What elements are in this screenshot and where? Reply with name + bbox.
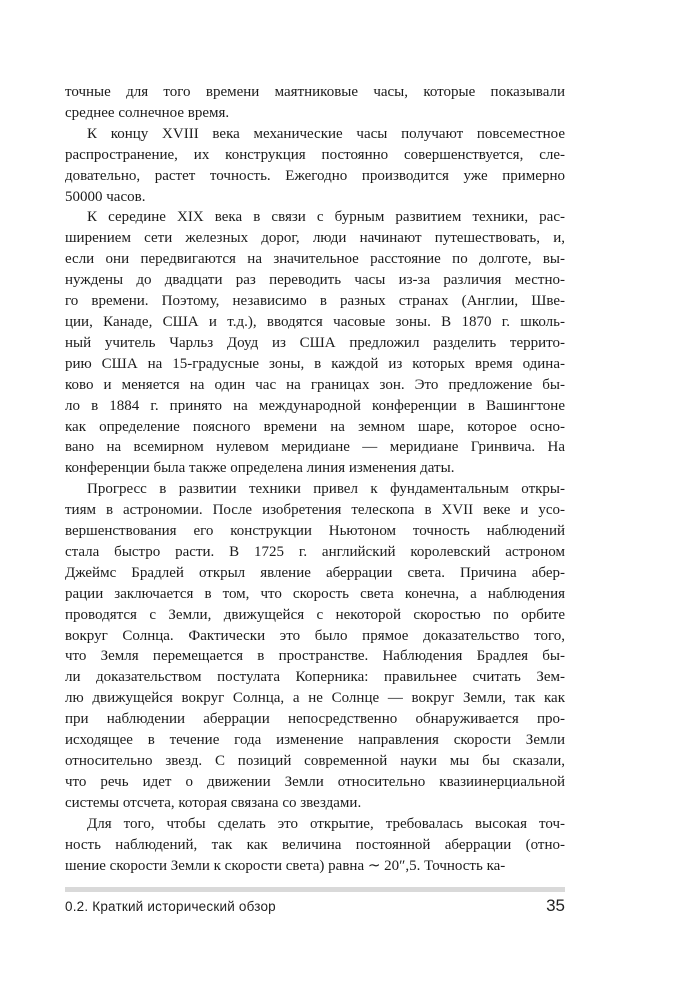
body-text (65, 82, 565, 876)
text-line: среднее солнечное время. (65, 104, 230, 121)
text-line: если они передвигаются на значительное расстояние по долготе, вы- (65, 251, 565, 268)
text-line: Для того, чтобы сделать это открытие, требовалась высокая точ- (87, 815, 565, 832)
text-line: относительно звезд. С позиций современной науки мы бы сказали, (65, 753, 565, 769)
text-line: точные для того времени маятниковые часы, которые показывали (65, 84, 565, 100)
text-line: что Земля перемещается в пространстве. Наблюдения Брадлея бы- (65, 648, 565, 665)
text-line: довательно, растет точность. Ежегодно производится уже примерно (65, 167, 565, 184)
text-line: ный учитель Чарльз Доуд из США предложил разделить террито- (65, 334, 565, 351)
text-line: конференции была также определена линия изменения даты. (65, 460, 455, 477)
text-line: тиям в астрономии. После изобретения телескопа в XVII веке и усо- (65, 502, 565, 519)
text-line: ло в 1884 г. принято на международной конференции в Вашингтоне (65, 397, 565, 414)
text-line: Прогресс в развитии техники привел к фундаментальным откры- (87, 481, 565, 498)
text-line: стала быстро расти. В 1725 г. английский королевский астроном (65, 543, 565, 560)
text-line: нуждены до двадцати раз переводить часы из-за различия местно- (65, 272, 565, 289)
text-line: го времени. Поэтому, независимо в разных странах (Англии, Шве- (65, 293, 565, 310)
text-line: рации заключается в том, что скорость света конечна, а наблюдения (65, 585, 565, 602)
footer-section-title: 0.2. Краткий исторический обзор (65, 899, 276, 914)
text-line: ширением сети железных дорог, люди начинают путешествовать, и, (65, 230, 565, 247)
text-line: рию США на 15-градусные зоны, в каждой из которых время одина- (65, 355, 565, 372)
footer-page-number: 35 (546, 896, 565, 915)
text-line: вано на всемирном нулевом меридиане — меридиане Гринвича. На (65, 439, 565, 456)
text-line: при наблюдении аберрации непосредственно обнаруживается про- (65, 711, 565, 728)
text-line: системы отсчета, которая связана со звездами. (65, 794, 362, 811)
text-line: исходящее в течение года изменение направления скорости Земли (65, 732, 565, 749)
text-line: ли доказательством постулата Коперника: правильнее считать Зем- (65, 669, 565, 686)
text-line: К концу XVIII века механические часы получают повсеместное (87, 125, 565, 142)
text-line: Джеймс Брадлей открыл явление аберрации света. Причина абер- (65, 564, 565, 581)
text-line: распространение, их конструкция постоянно совершенствуется, сле- (65, 146, 565, 163)
page-footer (65, 896, 565, 916)
text-line: К середине XIX века в связи с бурным развитием техники, рас- (87, 209, 565, 226)
text-line: 50000 часов. (65, 188, 146, 205)
text-line: как определение поясного времени на земном шаре, которое осно- (65, 418, 565, 435)
text-line: проводятся с Земли, движущейся с некоторой скоростью по орбите (65, 606, 565, 623)
footer-rule (65, 887, 565, 892)
text-line: лю движущейся вокруг Солнца, а не Солнце — вокруг Земли, так как (65, 690, 565, 707)
text-line: ность наблюдений, так как величина постоянной аберрации (отно- (65, 836, 565, 853)
text-line: ково и меняется на один час на границах зон. Это предложение бы- (65, 376, 565, 393)
text-line: ции, Канаде, США и т.д.), вводятся часовые зоны. В 1870 г. школь- (65, 313, 565, 330)
text-line: вокруг Солнца. Фактически это было прямое доказательство того, (65, 627, 565, 644)
text-line: шение скорости Земли к скорости света) равна ∼ 20″,5. Точность ка- (65, 857, 506, 874)
text-line: вершенствования его конструкции Ньютоном точность наблюдений (65, 523, 565, 540)
text-line: что речь идет о движении Земли относительно квазиинерциальной (65, 773, 565, 790)
